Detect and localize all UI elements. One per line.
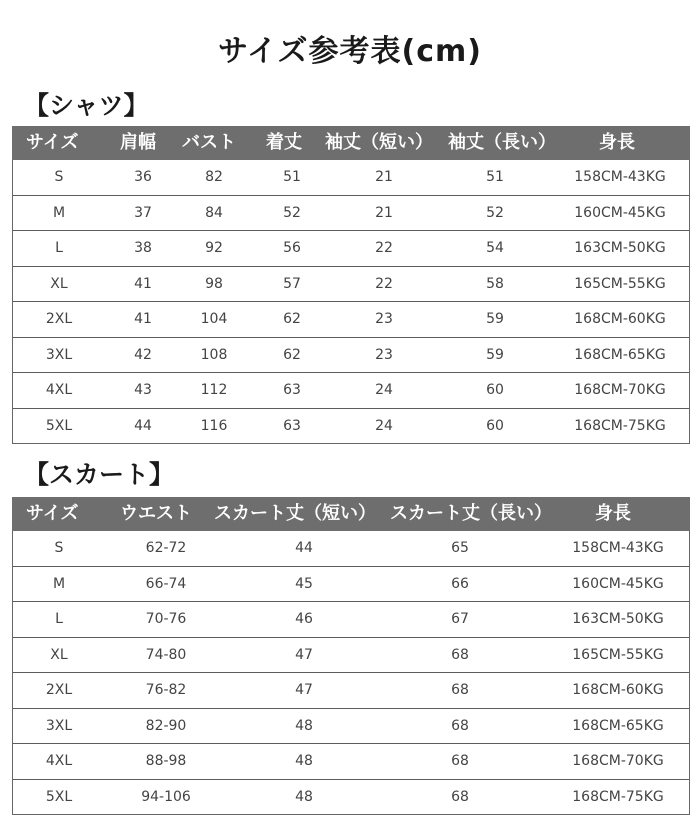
cell-skirt-length-long: 68 xyxy=(451,753,469,769)
cell-size: 4XL xyxy=(45,382,73,398)
cell-length: 52 xyxy=(283,204,301,221)
skirt-size-table xyxy=(12,497,690,815)
cell-bust: 84 xyxy=(205,204,223,221)
cell-sleeve-long: 58 xyxy=(486,275,504,292)
cell-waist: 76-82 xyxy=(145,682,187,698)
table-row xyxy=(13,408,689,444)
cell-length: 63 xyxy=(283,382,301,398)
table-row xyxy=(13,779,689,815)
shirt-table-body xyxy=(12,160,690,444)
cell-skirt-length-long: 68 xyxy=(451,717,469,734)
table-row xyxy=(13,708,689,744)
header-height: 身長 xyxy=(595,503,631,524)
cell-sleeve-short: 24 xyxy=(375,382,393,398)
table-row xyxy=(13,195,689,231)
cell-skirt-length-short: 46 xyxy=(295,611,313,627)
cell-sleeve-short: 23 xyxy=(375,311,393,327)
header-skirt-length-long: スカート丈（長い） xyxy=(390,503,552,524)
shirt-table-header xyxy=(12,126,690,160)
cell-skirt-length-short: 48 xyxy=(295,753,313,769)
page-title: サイズ参考表(cm) xyxy=(217,34,483,69)
cell-length: 57 xyxy=(283,275,301,292)
cell-size: XL xyxy=(50,646,68,663)
header-height: 身長 xyxy=(599,132,635,153)
cell-skirt-length-short: 48 xyxy=(295,717,313,734)
cell-skirt-length-long: 66 xyxy=(451,575,469,592)
cell-waist: 88-98 xyxy=(145,753,187,769)
cell-size: L xyxy=(55,611,63,627)
cell-length: 56 xyxy=(283,240,301,256)
cell-skirt-length-long: 68 xyxy=(451,788,469,805)
cell-sleeve-long: 51 xyxy=(486,169,504,185)
cell-skirt-length-long: 68 xyxy=(451,646,469,663)
cell-sleeve-long: 54 xyxy=(486,240,504,256)
cell-height: 168CM-70KG xyxy=(572,753,664,769)
cell-height: 168CM-65KG xyxy=(574,346,666,363)
cell-height: 168CM-75KG xyxy=(574,417,666,434)
cell-size: 5XL xyxy=(45,417,73,434)
table-row xyxy=(13,301,689,337)
skirt-section-label: 【スカート】 xyxy=(24,460,175,489)
cell-height: 163CM-50KG xyxy=(572,611,664,627)
cell-shoulder: 43 xyxy=(134,382,152,398)
cell-height: 168CM-60KG xyxy=(574,311,666,327)
cell-size: L xyxy=(55,240,63,256)
cell-sleeve-short: 21 xyxy=(375,169,393,185)
cell-height: 165CM-55KG xyxy=(574,275,666,292)
header-length: 着丈 xyxy=(266,132,302,153)
cell-sleeve-short: 22 xyxy=(375,275,393,292)
cell-height: 168CM-65KG xyxy=(572,717,664,734)
cell-bust: 82 xyxy=(205,169,223,185)
cell-waist: 94-106 xyxy=(141,788,191,805)
cell-size: 2XL xyxy=(45,682,73,698)
cell-size: S xyxy=(54,169,64,185)
header-skirt-length-short: スカート丈（短い） xyxy=(214,503,376,524)
cell-height: 158CM-43KG xyxy=(574,169,666,185)
cell-shoulder: 41 xyxy=(134,311,152,327)
shirt-size-table xyxy=(12,126,690,444)
cell-skirt-length-long: 67 xyxy=(451,611,469,627)
cell-length: 63 xyxy=(283,417,301,434)
cell-sleeve-long: 59 xyxy=(486,311,504,327)
skirt-table-header xyxy=(12,497,690,531)
cell-size: 4XL xyxy=(45,753,73,769)
cell-bust: 98 xyxy=(205,275,223,292)
cell-bust: 108 xyxy=(200,346,228,363)
header-bust: バスト xyxy=(182,132,236,153)
cell-skirt-length-short: 45 xyxy=(295,575,313,592)
header-shoulder: 肩幅 xyxy=(120,132,156,153)
table-row xyxy=(13,337,689,373)
cell-sleeve-short: 22 xyxy=(375,240,393,256)
header-sleeve-long: 袖丈（長い） xyxy=(448,132,556,153)
cell-height: 168CM-70KG xyxy=(574,382,666,398)
cell-skirt-length-long: 68 xyxy=(451,682,469,698)
cell-shoulder: 38 xyxy=(134,240,152,256)
cell-height: 158CM-43KG xyxy=(572,540,664,556)
cell-size: S xyxy=(54,540,64,556)
cell-skirt-length-short: 47 xyxy=(295,682,313,698)
cell-bust: 112 xyxy=(200,382,228,398)
table-row xyxy=(13,266,689,302)
cell-sleeve-short: 23 xyxy=(375,346,393,363)
cell-sleeve-long: 60 xyxy=(486,417,504,434)
header-size: サイズ xyxy=(26,503,79,524)
cell-sleeve-long: 52 xyxy=(486,204,504,221)
table-row xyxy=(13,672,689,708)
cell-shoulder: 44 xyxy=(134,417,152,434)
header-sleeve-short: 袖丈（短い） xyxy=(325,132,433,153)
cell-bust: 116 xyxy=(200,417,228,434)
cell-length: 62 xyxy=(283,311,301,327)
cell-bust: 104 xyxy=(200,311,228,327)
cell-height: 160CM-45KG xyxy=(572,575,664,592)
cell-size: M xyxy=(52,204,66,221)
cell-sleeve-long: 60 xyxy=(486,382,504,398)
cell-size: XL xyxy=(50,275,68,292)
cell-skirt-length-short: 44 xyxy=(295,540,313,556)
cell-sleeve-long: 59 xyxy=(486,346,504,363)
cell-size: 2XL xyxy=(45,311,73,327)
table-row xyxy=(13,372,689,408)
cell-waist: 74-80 xyxy=(145,646,187,663)
table-row xyxy=(13,601,689,637)
cell-height: 160CM-45KG xyxy=(574,204,666,221)
cell-size: 3XL xyxy=(45,346,73,363)
table-row xyxy=(13,566,689,602)
shirt-section-label: 【シャツ】 xyxy=(24,91,149,120)
cell-skirt-length-short: 47 xyxy=(295,646,313,663)
cell-size: 5XL xyxy=(45,788,73,805)
cell-waist: 70-76 xyxy=(145,611,187,627)
cell-skirt-length-long: 65 xyxy=(451,540,469,556)
table-row xyxy=(13,637,689,673)
table-row xyxy=(13,531,689,566)
cell-waist: 82-90 xyxy=(145,717,187,734)
cell-length: 62 xyxy=(283,346,301,363)
cell-bust: 92 xyxy=(205,240,223,256)
cell-waist: 62-72 xyxy=(145,540,187,556)
cell-size: 3XL xyxy=(45,717,73,734)
table-row xyxy=(13,230,689,266)
cell-size: M xyxy=(52,575,66,592)
cell-height: 163CM-50KG xyxy=(574,240,666,256)
cell-skirt-length-short: 48 xyxy=(295,788,313,805)
cell-height: 168CM-60KG xyxy=(572,682,664,698)
table-row xyxy=(13,743,689,779)
cell-shoulder: 36 xyxy=(134,169,152,185)
cell-height: 168CM-75KG xyxy=(572,788,664,805)
cell-shoulder: 37 xyxy=(134,204,152,221)
cell-height: 165CM-55KG xyxy=(572,646,664,663)
cell-sleeve-short: 24 xyxy=(375,417,393,434)
cell-length: 51 xyxy=(283,169,301,185)
cell-shoulder: 42 xyxy=(134,346,152,363)
cell-sleeve-short: 21 xyxy=(375,204,393,221)
skirt-table-body xyxy=(12,531,690,815)
table-row xyxy=(13,160,689,195)
cell-shoulder: 41 xyxy=(134,275,152,292)
header-waist: ウエスト xyxy=(120,503,192,524)
header-size: サイズ xyxy=(26,132,79,153)
cell-waist: 66-74 xyxy=(145,575,187,592)
